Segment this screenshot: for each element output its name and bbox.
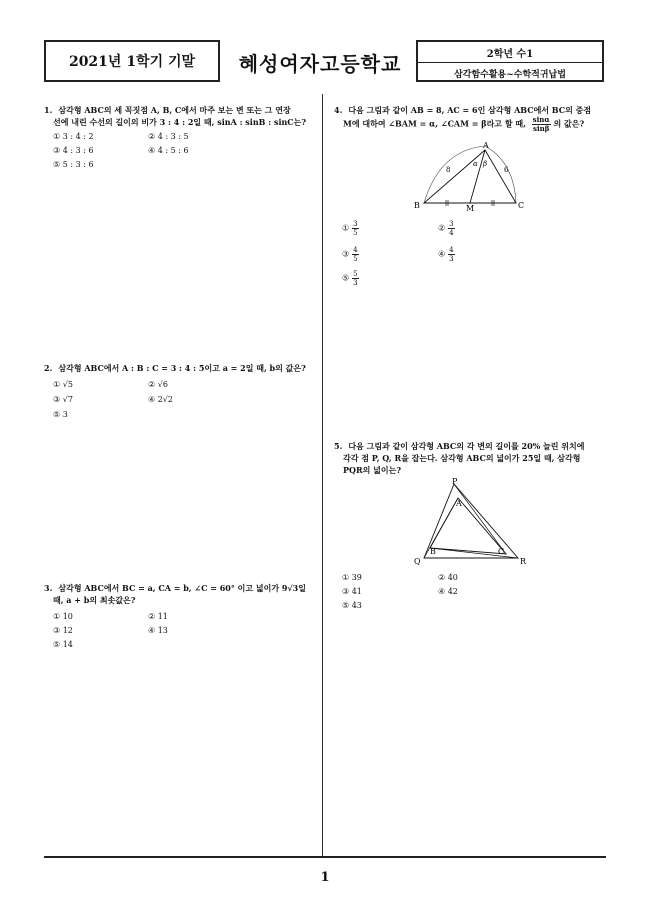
choice-2[interactable]: ② √6 (148, 380, 168, 389)
label-alpha: α (473, 160, 478, 168)
triangle-median-figure (410, 140, 530, 212)
choice-3[interactable]: ③ 41 (342, 587, 362, 596)
question-stem-line3: PQR의 넓이는? (343, 465, 402, 475)
choice-1[interactable]: ① √5 (53, 380, 73, 389)
segment-pc (454, 484, 506, 554)
median-am (470, 150, 488, 203)
label-m: M (466, 204, 475, 212)
choice-1[interactable]: ① 10 (53, 612, 73, 621)
choice-1[interactable]: ① 39 (342, 573, 362, 582)
fraction-denominator: sinβ (533, 124, 550, 133)
question-stem: 삼각형 ABC에서 A : B : C = 3 : 4 : 5이고 a = 2일 때, b의 값은? (58, 363, 306, 373)
triangle-abc (430, 498, 506, 554)
choice-1[interactable]: ① $\frac{3}{5}$ (342, 220, 358, 237)
question-3 (44, 582, 314, 651)
fraction-numerator: sinα (532, 115, 550, 124)
choice-5[interactable]: ⑤ 14 (53, 640, 73, 649)
question-number: 2. (44, 363, 53, 373)
choice-2[interactable]: ② 4 : 3 : 5 (148, 132, 189, 141)
label-b: B (414, 201, 420, 210)
choice-5[interactable]: ⑤ 43 (342, 601, 362, 610)
school-name: 혜성여자고등학교 (238, 51, 402, 76)
question-stem: 다음 그림과 같이 AB = 8, AC = 6인 삼각형 ABC에서 BC의 중점 (348, 105, 592, 115)
question-4 (334, 104, 604, 133)
exam-title: 2021년 1학기 기말 (68, 54, 196, 70)
choice-5[interactable]: ⑤ 5 : 3 : 6 (53, 160, 94, 169)
label-b: B (430, 547, 436, 556)
label-beta: β (483, 160, 488, 168)
choice-4[interactable]: ④ 2√2 (148, 395, 173, 404)
question-stem: 삼각형 ABC의 세 꼭짓점 A, B, C에서 마주 보는 변 또는 그 연장 (58, 105, 291, 115)
question-stem-line2: M에 대하여 ∠BAM = α, ∠CAM = β라고 할 때, (343, 118, 526, 129)
choice-5[interactable]: ⑤ $\frac{5}{3}$ (342, 270, 358, 287)
choice-2[interactable]: ② 40 (438, 573, 458, 582)
ratio-fraction (532, 116, 551, 133)
exam-title-box (44, 40, 220, 82)
extended-triangle-figure (410, 478, 534, 568)
choice-3[interactable]: ③ $\frac{4}{5}$ (342, 246, 358, 263)
question-4-choices (342, 220, 582, 290)
choice-5[interactable]: ⑤ 3 (53, 410, 68, 419)
label-a: A (483, 141, 489, 150)
question-stem-line2: 각각 점 P, Q, R을 잡는다. 삼각형 ABC의 넓이가 25일 때, 삼각형 (343, 453, 581, 463)
choice-3[interactable]: ③ 12 (53, 626, 73, 635)
question-stem: 다음 그림과 같이 삼각형 ABC의 각 변의 길이를 20% 늘린 위치에 (348, 441, 585, 451)
question-number: 4. (334, 105, 343, 115)
label-a: A (456, 499, 462, 508)
column-divider (322, 94, 323, 856)
page-number: 1 (320, 870, 330, 885)
choice-2[interactable]: ② $\frac{3}{4}$ (438, 220, 454, 237)
label-ab-length: 8 (446, 166, 451, 174)
choice-4[interactable]: ④ 13 (148, 626, 168, 635)
exam-scope: 삼각함수활용~수학적귀납법 (454, 69, 566, 80)
choice-3[interactable]: ③ √7 (53, 395, 73, 404)
question-2 (44, 362, 314, 419)
choice-4[interactable]: ④ $\frac{4}{3}$ (438, 246, 454, 263)
grade-subject: 2학년 수1 (418, 42, 602, 63)
choice-4[interactable]: ④ 42 (438, 587, 458, 596)
label-r: R (520, 557, 527, 566)
label-c: C (498, 547, 505, 556)
question-stem-line2-end: 의 값은? (553, 118, 585, 129)
question-1 (44, 104, 314, 171)
arc-ab (424, 146, 488, 203)
question-number: 1. (44, 105, 53, 115)
exam-info-box (416, 40, 604, 82)
label-c: C (518, 201, 525, 210)
choice-1[interactable]: ① 3 : 4 : 2 (53, 132, 94, 141)
question-number: 3. (44, 583, 53, 593)
question-stem-line2: 선에 내린 수선의 길이의 비가 3 : 4 : 2일 때, sinA : sinB : sinC는? (53, 117, 307, 127)
triangle-abc (424, 150, 516, 203)
question-stem-line2: 때, a + b의 최솟값은? (53, 595, 136, 605)
question-5 (334, 440, 604, 476)
footer-rule (44, 856, 606, 858)
label-q: Q (414, 557, 421, 566)
choice-2[interactable]: ② 11 (148, 612, 168, 621)
question-5-choices (342, 572, 582, 616)
choice-4[interactable]: ④ 4 : 5 : 6 (148, 146, 189, 155)
label-p: P (452, 478, 458, 486)
label-ac-length: 6 (504, 166, 509, 174)
question-number: 5. (334, 441, 343, 451)
question-stem: 삼각형 ABC에서 BC = a, CA = b, ∠C = 60° 이고 넓이가 9√3일 (58, 583, 306, 593)
choice-3[interactable]: ③ 4 : 3 : 6 (53, 146, 94, 155)
